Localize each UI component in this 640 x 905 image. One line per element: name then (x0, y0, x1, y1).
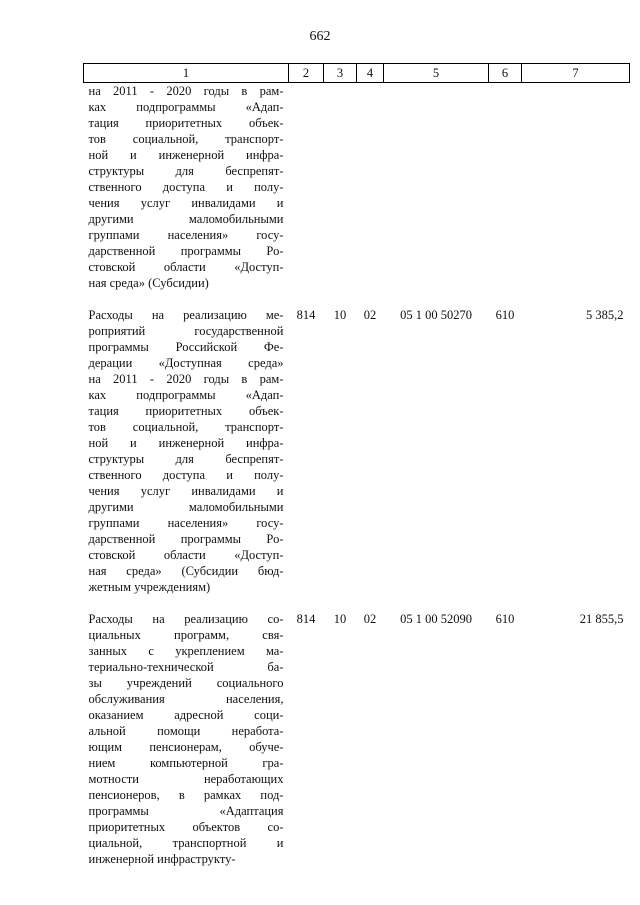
table-row (84, 611, 630, 867)
description-line: Расходы на реализацию ме- (88, 308, 284, 322)
description-line: другими маломобильными (88, 212, 284, 226)
description-line: ках подпрограммы «Адап- (88, 100, 284, 114)
ministry-code (289, 83, 324, 292)
description-line: программы «Адаптация (88, 804, 284, 818)
description-line: ственного доступа и полу- (88, 468, 284, 482)
ministry-code: 814 (296, 308, 316, 322)
description-line: на 2011 - 2020 годы в рам- (88, 84, 284, 98)
section-code: 10 (333, 612, 347, 626)
table-body (84, 83, 630, 868)
row-description (84, 307, 289, 595)
header-col-5: 5 (384, 64, 489, 83)
header-col-6: 6 (489, 64, 522, 83)
description-line: стовской области «Доступ- (88, 548, 284, 562)
table-row (84, 83, 630, 292)
description-line: на 2011 - 2020 годы в рам- (88, 372, 284, 386)
amount-value (522, 83, 630, 292)
description-line: группами населения» госу- (88, 228, 284, 242)
expense-type-code (489, 83, 522, 292)
description-line: роприятий государственной (88, 324, 284, 338)
description-line: ная среда» (Субсидии) (88, 276, 209, 290)
description-line: альной помощи неработа- (88, 724, 284, 738)
description-line: другими маломобильными (88, 500, 284, 514)
description-line: структуры для беспрепят- (88, 164, 284, 178)
page-number: 662 (309, 29, 331, 44)
description-line: приоритетных объектов со- (88, 820, 284, 834)
amount-value: 21 855,5 (579, 612, 624, 626)
header-col-7: 7 (522, 64, 630, 83)
description-line: группами населения» госу- (88, 516, 284, 530)
target-article-code: 05 1 00 52090 (400, 612, 472, 626)
description-line: нием компьютерной гра- (88, 756, 284, 770)
description-line: тов социальной, транспорт- (88, 132, 284, 146)
description-line: дарственной программы Ро- (88, 244, 284, 258)
description-line: структуры для беспрепят- (88, 452, 284, 466)
section-code (324, 83, 357, 292)
description-line: ственного доступа и полу- (88, 180, 284, 194)
subsection-code: 02 (363, 308, 377, 322)
expense-type-code: 610 (495, 612, 515, 626)
amount-value: 5 385,2 (586, 308, 624, 322)
row-spacer (84, 595, 630, 611)
section-code: 10 (333, 308, 347, 322)
description-line: программы Российской Фе- (88, 340, 284, 354)
table-row (84, 307, 630, 595)
description-line: циальных программ, свя- (88, 628, 284, 642)
description-line: дерации «Доступная среда» (88, 356, 284, 370)
description-line: обслуживания населения, (88, 692, 284, 706)
description-line: ной и инженерной инфра- (88, 436, 284, 450)
row-spacer (84, 291, 630, 307)
description-line: ках подпрограммы «Адап- (88, 388, 284, 402)
description-line: стовской области «Доступ- (88, 260, 284, 274)
row-description (84, 611, 289, 867)
ministry-code: 814 (296, 612, 316, 626)
target-article-code (384, 83, 489, 292)
description-line: Расходы на реализацию со- (88, 612, 284, 626)
description-line: териально-технической ба- (88, 660, 284, 674)
description-line: ющим пенсионерам, обуче- (88, 740, 284, 754)
description-line: мотности неработающих (88, 772, 284, 786)
description-line: жетным учреждениям) (88, 580, 211, 594)
header-col-2: 2 (289, 64, 324, 83)
table-header-row (84, 64, 630, 83)
description-line: инженерной инфраструкту- (88, 852, 236, 866)
row-description (84, 83, 289, 292)
header-col-1: 1 (84, 64, 289, 83)
description-line: оказанием адресной соци- (88, 708, 284, 722)
description-line: чения услуг инвалидами и (88, 196, 284, 210)
subsection-code (357, 83, 384, 292)
target-article-code: 05 1 00 50270 (400, 308, 472, 322)
description-line: чения услуг инвалидами и (88, 484, 284, 498)
expense-type-code: 610 (495, 308, 515, 322)
description-line: тация приоритетных объек- (88, 404, 284, 418)
header-col-4: 4 (357, 64, 384, 83)
budget-table (83, 63, 630, 867)
description-line: тация приоритетных объек- (88, 116, 284, 130)
description-line: зы учреждений социального (88, 676, 284, 690)
description-line: тов социальной, транспорт- (88, 420, 284, 434)
description-line: дарственной программы Ро- (88, 532, 284, 546)
subsection-code: 02 (363, 612, 377, 626)
description-line: занных с укреплением ма- (88, 644, 284, 658)
description-line: пенсионеров, в рамках под- (88, 788, 284, 802)
description-line: циальной, транспортной и (88, 836, 284, 850)
description-line: ной и инженерной инфра- (88, 148, 284, 162)
description-line: ная среда» (Субсидии бюд- (88, 564, 284, 578)
header-col-3: 3 (324, 64, 357, 83)
